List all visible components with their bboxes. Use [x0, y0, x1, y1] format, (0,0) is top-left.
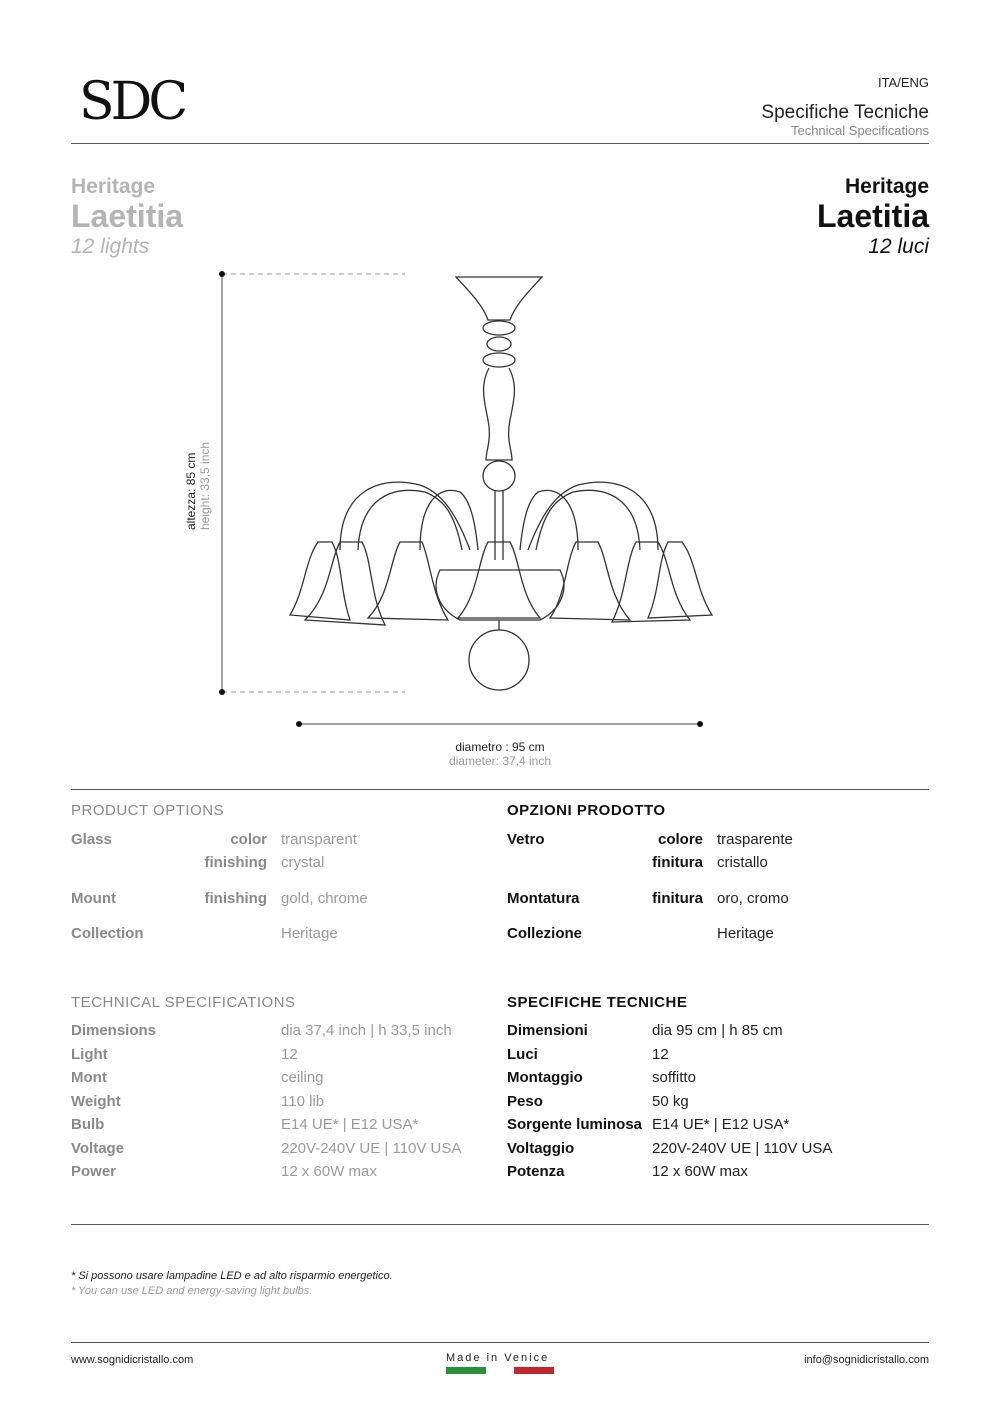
option-value: oro, cromo — [717, 890, 789, 907]
footnote-en: * You can use LED and energy-saving light bulbs. — [71, 1285, 313, 1297]
height-guides — [222, 274, 405, 692]
spec-label: Montaggio — [507, 1069, 583, 1086]
spec-label: Luci — [507, 1046, 538, 1063]
chandelier-drawing — [0, 260, 1000, 740]
made-in-label: Made in Venice — [446, 1352, 550, 1364]
section-title: PRODUCT OPTIONS — [71, 802, 225, 819]
option-label: Collezione — [507, 925, 583, 942]
specs-divider — [71, 1224, 929, 1225]
option-sublabel: colore — [657, 831, 703, 848]
diameter-en: diameter: 37,4 inch — [448, 754, 552, 768]
spec-value: 12 x 60W max — [281, 1163, 377, 1180]
footer-divider — [71, 1342, 929, 1343]
doc-title-it: Specifiche Tecniche — [761, 102, 929, 123]
spec-value: 220V-240V UE | 110V USA — [652, 1140, 833, 1157]
height-it: altezza: 85 cm — [184, 452, 198, 530]
option-sublabel: finishing — [204, 854, 267, 871]
spec-value: 12 — [281, 1046, 298, 1063]
option-label: Collection — [71, 925, 144, 942]
doc-title-en: Technical Specifications — [790, 123, 929, 138]
section-title: SPECIFICHE TECNICHE — [507, 994, 688, 1011]
header-divider — [71, 143, 929, 144]
spec-label: Weight — [71, 1093, 121, 1110]
chandelier-outline — [290, 277, 712, 690]
product-title-it — [817, 175, 929, 261]
spec-value: E14 UE* | E12 USA* — [281, 1116, 419, 1133]
option-value: Heritage — [281, 925, 338, 942]
drawing-divider — [71, 789, 929, 790]
lights-count-it: 12 luci — [868, 235, 929, 258]
language-indicator: ITA/ENG — [877, 75, 929, 90]
product-title-en — [71, 175, 183, 261]
spec-label: Potenza — [507, 1163, 565, 1180]
spec-label: Dimensions — [71, 1022, 157, 1039]
height-en: height: 33,5 inch — [198, 441, 212, 530]
spec-value: dia 95 cm | h 85 cm — [652, 1022, 783, 1039]
option-sublabel: finishing — [204, 890, 267, 907]
spec-value: soffitto — [652, 1069, 696, 1086]
option-label: Glass — [71, 831, 112, 848]
spec-value: 50 kg — [652, 1093, 689, 1110]
brand-logo: SDC — [79, 72, 185, 132]
spec-label: Mont — [71, 1069, 107, 1086]
option-sublabel: finitura — [652, 854, 703, 871]
option-label: Mount — [71, 890, 116, 907]
section-title: OPZIONI PRODOTTO — [507, 802, 666, 819]
product-name-it: Laetitia — [816, 198, 929, 234]
spec-label: Voltaggio — [507, 1140, 575, 1157]
section-title: TECHNICAL SPECIFICATIONS — [71, 994, 296, 1011]
option-value: cristallo — [717, 854, 768, 871]
diameter-label — [400, 740, 600, 768]
option-value: transparent — [281, 831, 357, 848]
option-value: gold, chrome — [281, 890, 368, 907]
collection-name-it: Heritage — [844, 175, 929, 198]
spec-value: 220V-240V UE | 110V USA — [281, 1140, 462, 1157]
website-link[interactable]: www.sognidicristallo.com — [71, 1354, 194, 1366]
collection-name-en: Heritage — [71, 175, 156, 198]
option-sublabel: color — [230, 831, 267, 848]
spec-value: 110 lib — [281, 1093, 325, 1110]
spec-label: Peso — [507, 1093, 543, 1110]
footnote-it: * Si possono usare lampadine LED e ad alto risparmio energetico. — [71, 1270, 393, 1282]
option-value: Heritage — [717, 925, 774, 942]
flag-red-bar — [514, 1367, 554, 1374]
spec-label: Dimensioni — [507, 1022, 588, 1039]
spec-value: ceiling — [281, 1069, 324, 1086]
spec-value: 12 x 60W max — [652, 1163, 748, 1180]
spec-value: E14 UE* | E12 USA* — [652, 1116, 790, 1133]
product-name-en: Laetitia — [71, 198, 184, 234]
option-value: crystal — [281, 854, 325, 871]
spec-label: Sorgente luminosa — [507, 1116, 643, 1133]
spec-value: 12 — [652, 1046, 669, 1063]
spec-label: Light — [71, 1046, 108, 1063]
email-link[interactable]: info@sognidicristallo.com — [804, 1354, 929, 1366]
option-label: Montatura — [507, 890, 580, 907]
spec-label: Power — [71, 1163, 117, 1180]
spec-label: Voltage — [71, 1140, 125, 1157]
option-value: trasparente — [717, 831, 793, 848]
option-label: Vetro — [507, 831, 545, 848]
spec-value: dia 37,4 inch | h 33,5 inch — [281, 1022, 452, 1039]
lights-count-en: 12 lights — [71, 235, 150, 258]
flag-green-bar — [446, 1367, 486, 1374]
diameter-it: diametro : 95 cm — [455, 740, 545, 754]
option-sublabel: finitura — [652, 890, 703, 907]
spec-label: Bulb — [71, 1116, 105, 1133]
